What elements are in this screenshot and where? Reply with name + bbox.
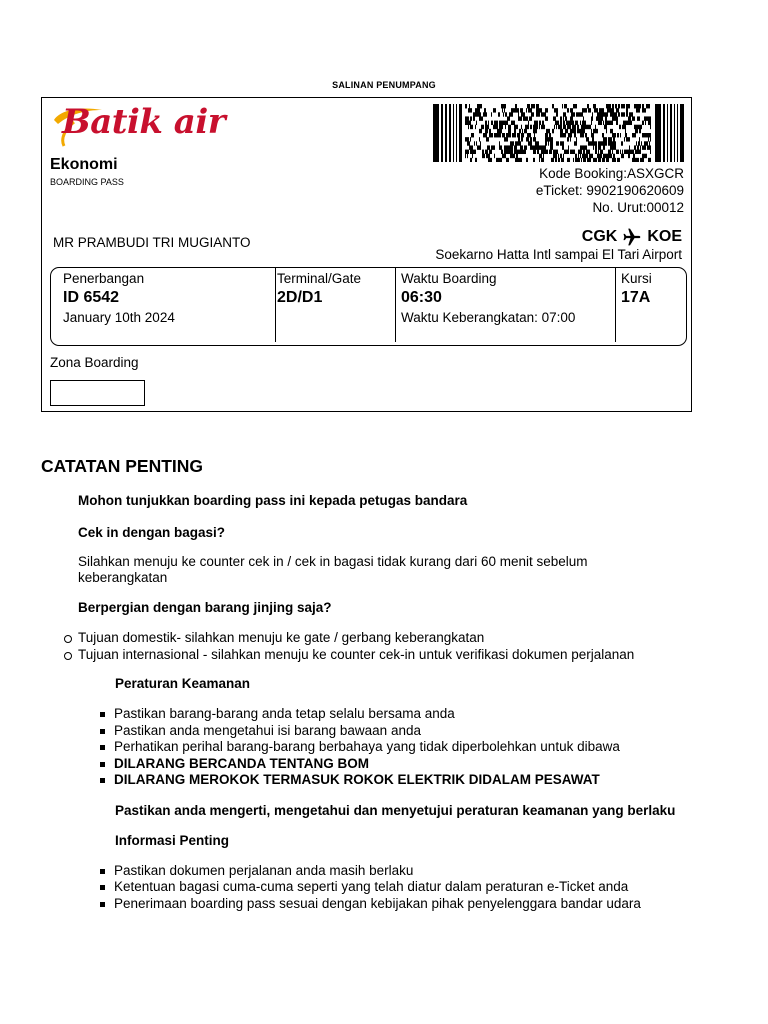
list-item: Tujuan internasional - silahkan menuju ke counter cek-in untuk verifikasi dokumen perjalanan: [41, 647, 748, 664]
list-item: Perhatikan perihal barang-barang berbahaya yang tidak diperbolehkan untuk dibawa: [41, 739, 748, 756]
pass-type: BOARDING PASS: [50, 177, 124, 187]
booking-code: Kode Booking:ASXGCR: [539, 166, 684, 181]
baggage-question: Cek in dengan bagasi?: [78, 525, 226, 540]
seat-number: 17A: [621, 289, 651, 306]
copy-label: SALINAN PENUMPANG: [332, 80, 436, 90]
flight-label: Penerbangan: [63, 271, 145, 286]
flight-date: January 10th 2024: [63, 310, 175, 325]
origin-code: CGK: [581, 228, 618, 245]
zone-label: Zona Boarding: [50, 355, 139, 370]
list-item: Ketentuan bagasi cuma-cuma seperti yang telah diatur dalam peraturan e-Ticket anda: [41, 879, 748, 896]
route-name: Soekarno Hatta Intl sampai El Tari Airport: [435, 247, 682, 262]
cabin-question: Berpergian dengan barang jinjing saja?: [78, 600, 332, 615]
sequence-number: No. Urut:00012: [592, 200, 684, 215]
flight-cell: [59, 268, 276, 342]
cabin-list: [41, 630, 748, 663]
notes-title: CATATAN PENTING: [41, 456, 204, 476]
booking-info: [536, 165, 684, 216]
seat-cell: [617, 268, 683, 342]
terminal-gate: 2D/D1: [277, 289, 323, 306]
boarding-pass: [41, 97, 692, 412]
terminal-cell: [273, 268, 396, 342]
logo-text: Batik air: [62, 102, 226, 142]
info-title: Informasi Penting: [115, 832, 230, 848]
boarding-cell: [397, 268, 616, 342]
boarding-label: Waktu Boarding: [401, 271, 497, 286]
batik-air-logo: [50, 100, 250, 150]
list-item: Penerimaan boarding pass sesuai dengan kebijakan pihak penyelenggara bandar udara: [41, 896, 748, 913]
security-title: Peraturan Keamanan: [115, 676, 251, 691]
travel-class: Ekonomi: [50, 156, 118, 173]
eticket-number: eTicket: 9902190620609: [535, 183, 684, 198]
list-item: Tujuan domestik- silahkan menuju ke gate / gerbang keberangkatan: [41, 630, 748, 647]
list-item: Pastikan dokumen perjalanan anda masih berlaku: [41, 863, 748, 880]
list-item: DILARANG BERCANDA TENTANG BOM: [41, 756, 748, 773]
passenger-name: MR PRAMBUDI TRI MUGIANTO: [53, 235, 251, 250]
departure-time: Waktu Keberangkatan: 07:00: [401, 310, 576, 325]
list-item: Pastikan barang-barang anda tetap selalu bersama anda: [41, 706, 748, 723]
pdf417-barcode-icon: [433, 104, 685, 162]
list-item: Pastikan anda mengetahui isi barang bawaan anda: [41, 723, 748, 740]
airplane-icon: [620, 227, 644, 247]
zone-box: [50, 380, 145, 406]
flight-info-box: [50, 267, 687, 346]
seat-label: Kursi: [621, 271, 652, 286]
baggage-answer: Silahkan menuju ke counter cek in / cek in bagasi tidak kurang dari 60 menit sebelum keberangkatan: [78, 554, 588, 585]
flight-number: ID 6542: [63, 289, 120, 306]
security-list: [41, 706, 748, 789]
destination-code: KOE: [647, 228, 682, 245]
notes-intro: Mohon tunjukkan boarding pass ini kepada petugas bandara: [78, 493, 468, 508]
list-item: DILARANG MEROKOK TERMASUK ROKOK ELEKTRIK DIDALAM PESAWAT: [41, 772, 748, 789]
terminal-label: Terminal/Gate: [277, 271, 362, 286]
boarding-time: 06:30: [401, 289, 442, 306]
notes-section: [78, 493, 748, 912]
agreement-note: Pastikan anda mengerti, mengetahui dan menyetujui peraturan keamanan yang berlaku: [115, 802, 676, 818]
info-list: [41, 863, 748, 913]
route-codes: [582, 227, 682, 247]
